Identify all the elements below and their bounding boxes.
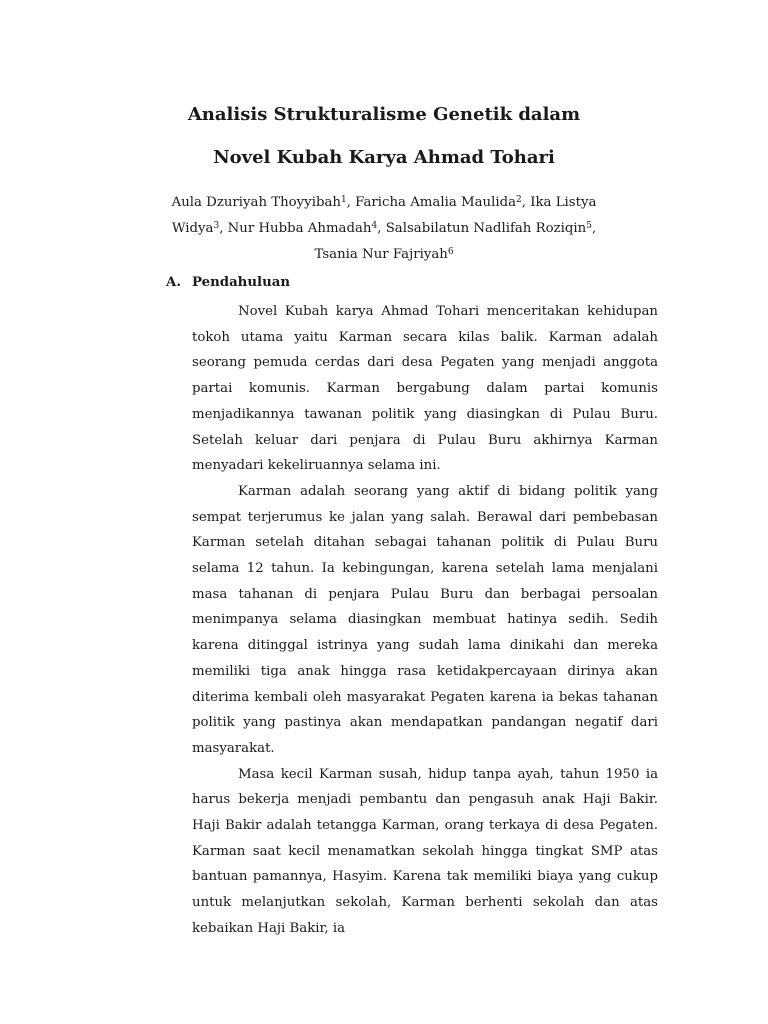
author-separator: , [591, 221, 597, 236]
author-name: Faricha Amalia Maulida [355, 195, 517, 210]
section-number: A. [166, 275, 181, 290]
paragraph: Novel Kubah karya Ahmad Tohari menceritakan kehidupan tokoh utama yaitu Karman secara kilas balik. Karman adalah seorang pemuda cerdas dari desa Pegaten yang menjadi anggota partai komunis. Karman bergabung dalam partai komunis menjadikannya tawanan politik yang diasingkan di Pulau Buru. Setelah keluar dari penjara di Pulau Buru akhirnya Karman menyadari kekeliruannya selama ini. [192, 304, 658, 474]
author-name: Ika Listya Widya [171, 195, 597, 236]
author-name: Salsabilatun Nadlifah Roziqin [385, 221, 587, 236]
paragraph: Karman adalah seorang yang aktif di bidang politik yang sempat terjerumus ke jalan yang salah. Berawal dari pembebasan Karman setelah ditahan sebagai tahanan politik di Pulau Buru selama 12 tahun. Ia kebingungan, karena setelah lama menjalani masa tahanan di penjara Pulau Buru dan berbagai persoalan menimpanya selama diasingkan membuat hatinya sedih. Sedih karena ditinggal istrinya yang sudah lama dinikahi dan mereka memiliki tiga anak hingga rasa ketidakpercayaan dirinya akan diterima kembali oleh masyarakat Pegaten karena ia bekas tahanan politik yang pastinya akan mendapatkan pandangan negatif dari masyarakat. [192, 483, 658, 756]
author-separator: , [377, 221, 386, 236]
author-separator: , [346, 195, 356, 210]
author-affiliation-number: 5 [586, 221, 592, 231]
author-name: Tsania Nur Fajriyah [314, 247, 448, 262]
author-affiliation-number: 4 [371, 221, 378, 231]
paragraph: Masa kecil Karman susah, hidup tanpa ayah, tahun 1950 ia harus bekerja menjadi pembantu dan pengasuh anak Haji Bakir. Haji Bakir adalah tetangga Karman, orang terkaya di desa Pegaten. Karman saat kecil menamatkan sekolah hingga tingkat SMP atas bantuan pamannya, Hasyim. Karena tak memiliki biaya yang cukup untuk melanjutkan sekolah, Karman berhenti sekolah dan atas kebaikan Haji Bakir, ia [192, 766, 658, 936]
author-affiliation-number: 1 [340, 195, 347, 205]
document-title-line-2: Novel Kubah Karya Ahmad Tohari [213, 147, 555, 168]
author-separator: , [521, 195, 531, 210]
section-body [192, 299, 658, 942]
section-heading [166, 275, 290, 290]
author-separator: , [219, 221, 228, 236]
author-affiliation-number: 3 [213, 221, 220, 231]
section-title: Pendahuluan [192, 275, 291, 290]
author-name: Aula Dzuriyah Thoyyibah [171, 195, 341, 210]
author-affiliation-number: 6 [447, 247, 454, 257]
document-title-line-1: Analisis Strukturalisme Genetik dalam [187, 104, 581, 125]
author-list [150, 190, 618, 268]
author-affiliation-number: 2 [516, 195, 522, 205]
author-name: Nur Hubba Ahmadah [227, 221, 372, 236]
